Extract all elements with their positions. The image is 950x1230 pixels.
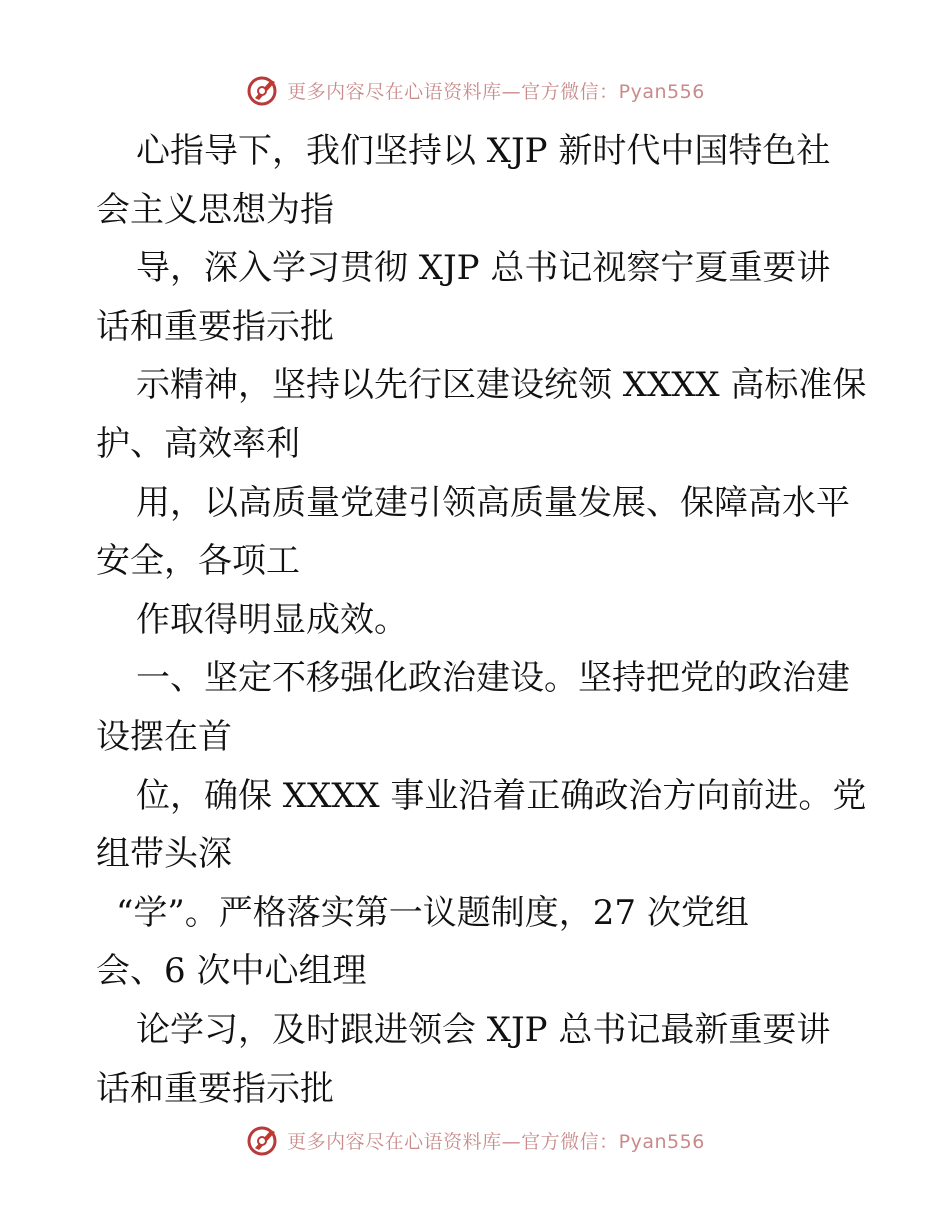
- text-line: 话和重要指示批: [96, 1068, 334, 1109]
- brush-logo-icon: [245, 72, 281, 108]
- text-line: 作取得明显成效。: [136, 599, 408, 640]
- text-line: 论学习，及时跟进领会 XJP 总书记最新重要讲: [136, 1009, 831, 1050]
- text-line: 位，确保 XXXX 事业沿着正确政治方向前进。党: [136, 775, 866, 816]
- text-line: 示精神，坚持以先行区建设统领 XXXX 高标准保: [136, 365, 866, 406]
- text-line: 设摆在首: [96, 716, 232, 757]
- text-line: “学”。严格落实第一议题制度，27 次党组: [116, 892, 749, 933]
- header-banner-text: 更多内容尽在心语资料库—官方微信：Pyan556: [287, 80, 705, 103]
- text-line: 一、坚定不移强化政治建设。坚持把党的政治建: [136, 658, 850, 699]
- footer-banner: [0, 1118, 950, 1162]
- header-banner: [0, 68, 950, 112]
- document-body: [96, 122, 866, 1118]
- text-line: 护、高效率利: [96, 423, 300, 464]
- text-line: 导，深入学习贯彻 XJP 总书记视察宁夏重要讲: [136, 248, 831, 289]
- text-line: 会主义思想为指: [96, 189, 334, 230]
- brush-logo-icon: [245, 1122, 281, 1158]
- text-line: 心指导下，我们坚持以 XJP 新时代中国特色社: [136, 131, 831, 171]
- text-line: 安全，各项工: [96, 541, 300, 582]
- text-line: 用，以高质量党建引领高质量发展、保障高水平: [136, 482, 850, 523]
- footer-banner-text: 更多内容尽在心语资料库—官方微信：Pyan556: [287, 1130, 705, 1153]
- text-line: 话和重要指示批: [96, 306, 334, 347]
- text-line: 会、6 次中心组理: [96, 951, 367, 992]
- text-line: 组带头深: [96, 834, 232, 875]
